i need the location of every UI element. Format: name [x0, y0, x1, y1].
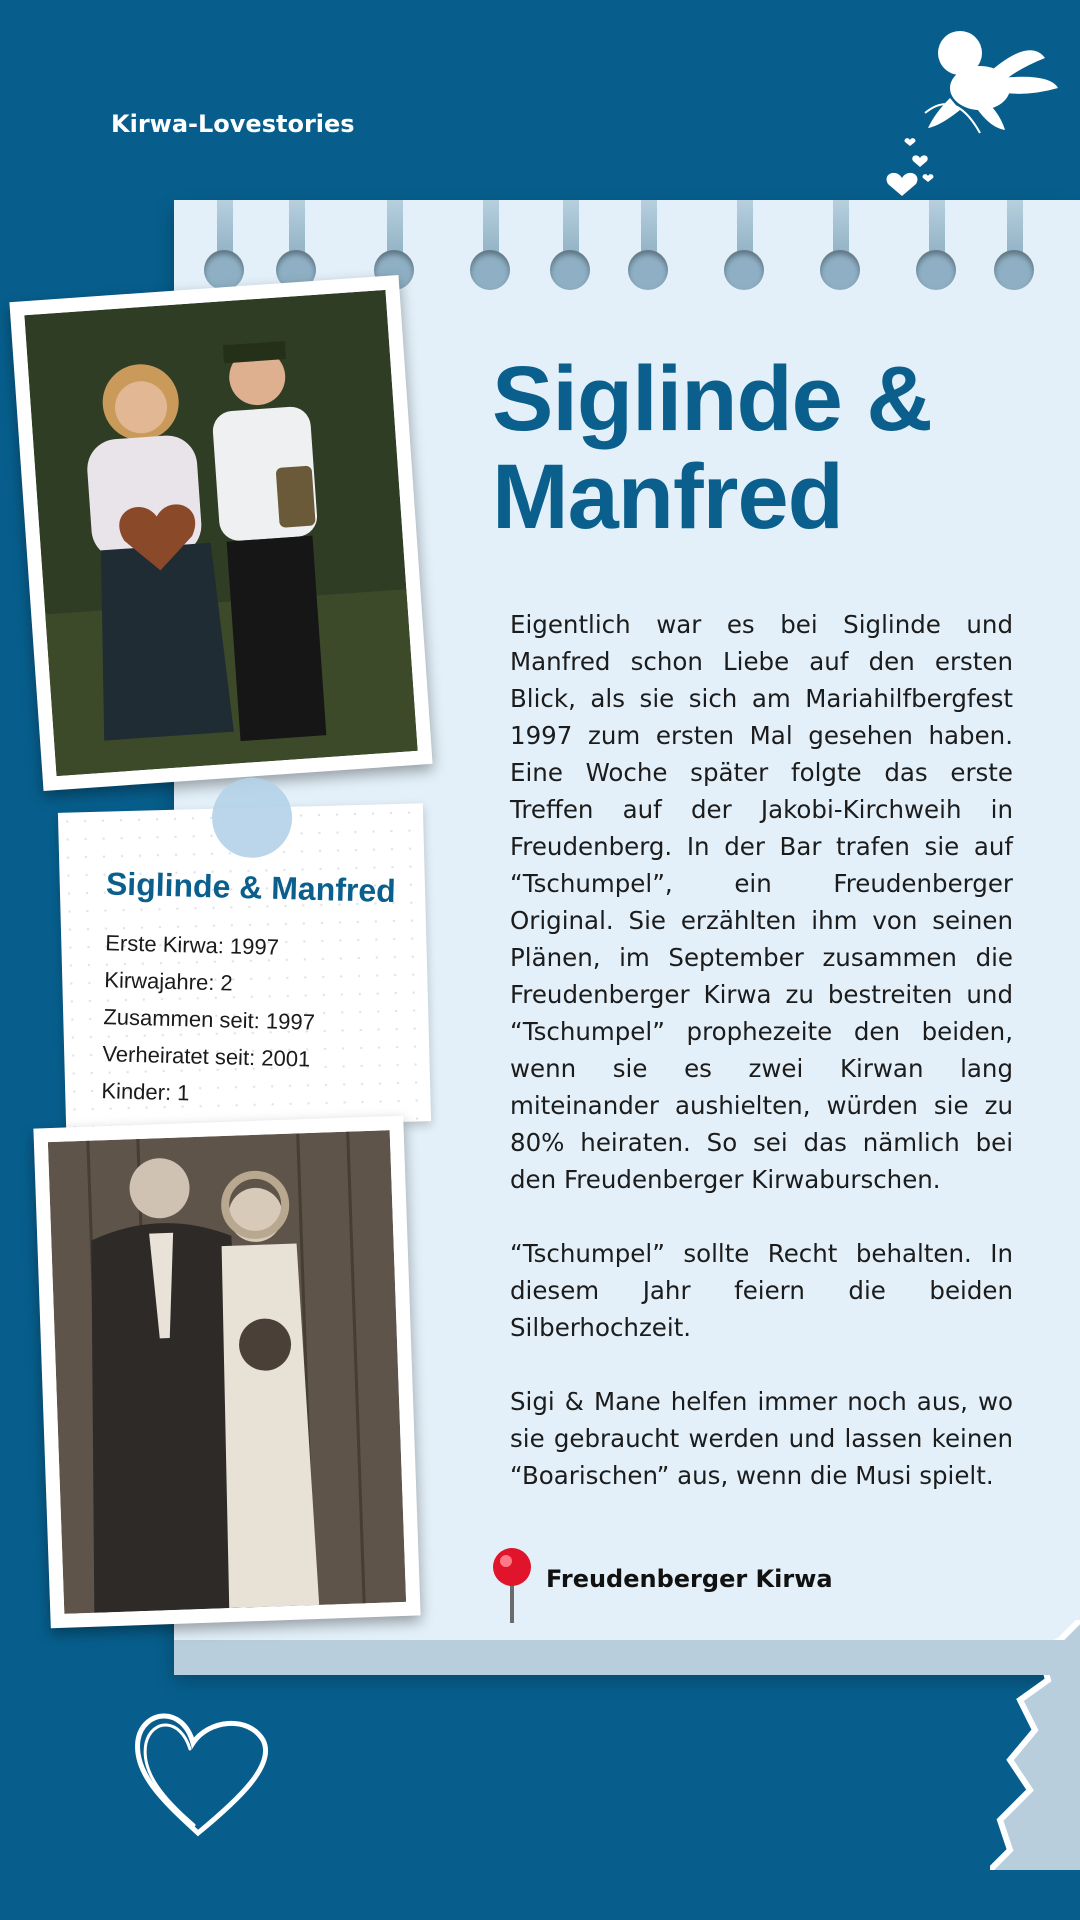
paper-shadow-edge [174, 1640, 1080, 1675]
fact-first-kirwa: Erste Kirwa: 1997 [105, 930, 280, 960]
story-paragraph: Sigi & Mane helfen immer noch aus, wo sie gebraucht werden und lassen keinen “Boarischen” aus, wenn die Musi spielt. [510, 1387, 1013, 1490]
story-text [510, 606, 1013, 1494]
cupid-icon [880, 18, 1070, 198]
info-card-title: Siglinde & Manfred [105, 865, 397, 910]
story-paragraph: “Tschumpel” sollte Recht behalten. In diesem Jahr feiern die beiden Silberhochzeit. [510, 1239, 1013, 1342]
location-tag [490, 1545, 833, 1625]
fact-children: Kinder: 1 [101, 1078, 190, 1106]
story-paragraph: Eigentlich war es bei Siglinde und Manfred schon Liebe auf den ersten Blick, als sie sich am Mariahilfbergfest 1997 zum ersten Mal gesehen haben. Eine Woche später folgte das erste Treffen auf der Jakobi-Kirchweih in Freudenberg. In der Bar trafen sie auf “Tschumpel”, ein Freudenberger Original. Sie erzählten ihm von seinen Plänen, im September zusammen die Freudenberger Kirwa zu bestreiten und “Tschumpel” prophezeite den beiden, wenn sie es zwei Kirwan lang miteinander aushielten, würden sie zu 80% heiraten. So sei das nämlich bei den Freudenberger Kirwaburschen. [510, 610, 1013, 1194]
tape-dot [211, 777, 293, 859]
info-card [58, 803, 431, 1130]
couple-photo-kirwa [9, 275, 432, 791]
fact-kirwa-years: Kirwajahre: 2 [104, 967, 234, 996]
heart-doodle-icon [128, 1705, 278, 1845]
brand-label: Kirwa-Lovestories [111, 110, 355, 138]
map-pin-icon [490, 1545, 534, 1625]
story-title: Siglinde & Manfred [492, 348, 932, 548]
fact-together-since: Zusammen seit: 1997 [103, 1004, 316, 1035]
location-label: Freudenberger Kirwa [546, 1565, 833, 1593]
couple-photo-wedding [33, 1116, 420, 1629]
fact-married-since: Verheiratet seit: 2001 [102, 1041, 311, 1072]
info-card-facts [101, 924, 317, 1114]
